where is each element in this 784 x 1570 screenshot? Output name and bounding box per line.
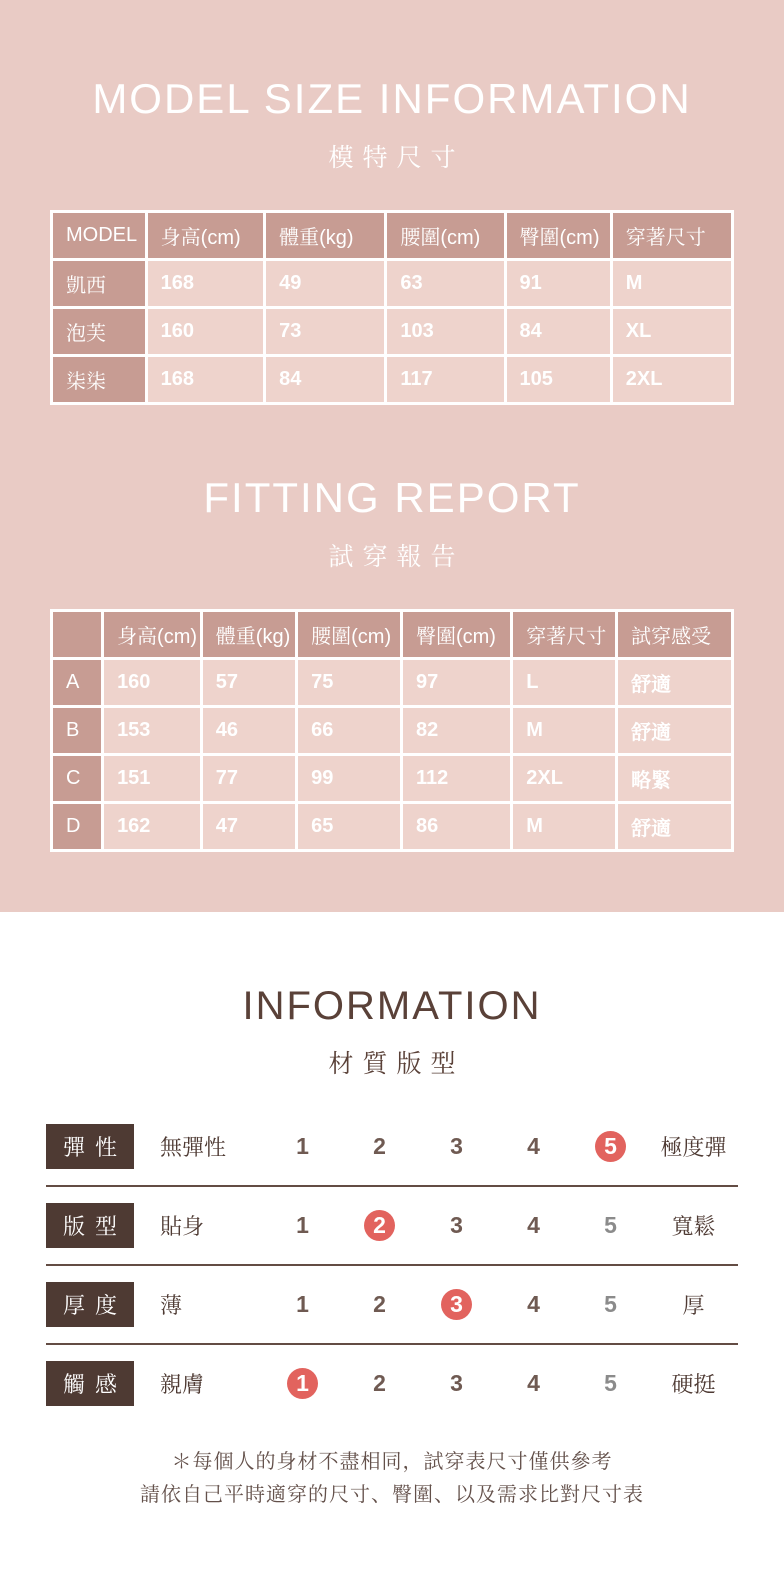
hip-cell: 97: [401, 659, 511, 707]
height-cell: 162: [103, 803, 202, 851]
fitting-report-title: FITTING REPORT: [203, 474, 581, 522]
column-header-height: 身高(cm): [146, 212, 264, 260]
height-cell: 160: [146, 308, 264, 356]
column-header-hip: 臀圍(cm): [401, 611, 511, 659]
model-name-cell: 凱西: [52, 260, 147, 308]
footnote: [0, 1446, 784, 1512]
scale-number: 2: [373, 1370, 386, 1396]
scale-number-box: [341, 1289, 418, 1320]
fitter-id-cell: D: [52, 803, 103, 851]
scale-number: 2: [373, 1291, 386, 1317]
column-header-waist: 腰圍(cm): [386, 212, 505, 260]
hip-cell: 105: [505, 356, 611, 404]
column-header-size: 穿著尺寸: [611, 212, 732, 260]
scale-number: 3: [441, 1289, 472, 1320]
height-cell: 160: [103, 659, 202, 707]
scale-row-touch: [46, 1345, 738, 1422]
column-header-model: MODEL: [52, 212, 147, 260]
hip-cell: 82: [401, 707, 511, 755]
model-size-subtitle: 模特尺寸: [328, 144, 465, 173]
scale-number: 1: [287, 1368, 318, 1399]
model-name-cell: 柒柒: [52, 356, 147, 404]
hip-cell: 112: [401, 755, 511, 803]
scale-number: 3: [450, 1212, 463, 1238]
size-cell: 2XL: [611, 356, 732, 404]
scale-min-label: 無彈性: [160, 1135, 227, 1160]
weight-cell: 46: [201, 707, 296, 755]
scale-badge: 觸感: [46, 1361, 134, 1406]
height-cell: 168: [146, 356, 264, 404]
size-cell: M: [512, 803, 617, 851]
scale-min-label: 薄: [160, 1293, 183, 1318]
model-size-table: [50, 210, 734, 405]
scale-number: 3: [450, 1133, 463, 1159]
scale-number-box: [495, 1368, 572, 1399]
fitting-report-table: [50, 609, 734, 852]
scale-min-label: 親膚: [160, 1372, 205, 1397]
scale-number: 5: [604, 1212, 617, 1238]
table-row: [52, 356, 733, 404]
column-header-size: 穿著尺寸: [512, 611, 617, 659]
scale-number-box: [495, 1210, 572, 1241]
feel-cell: 略緊: [617, 755, 733, 803]
scale-number-box: [418, 1368, 495, 1399]
information-subtitle: 材質版型: [328, 1050, 465, 1078]
waist-cell: 65: [297, 803, 402, 851]
scale-number-box: [264, 1289, 341, 1320]
scale-number: 4: [527, 1212, 540, 1238]
feel-cell: 舒適: [617, 803, 733, 851]
table-row: [52, 659, 733, 707]
weight-cell: 47: [201, 803, 296, 851]
feel-cell: 舒適: [617, 659, 733, 707]
fitting-report-subtitle: 試穿報告: [328, 543, 465, 572]
waist-cell: 63: [386, 260, 505, 308]
fitter-id-cell: B: [52, 707, 103, 755]
hip-cell: 86: [401, 803, 511, 851]
size-cell: M: [512, 707, 617, 755]
scale-number-box: [572, 1289, 649, 1320]
size-cell: L: [512, 659, 617, 707]
column-header-weight: 體重(kg): [265, 212, 386, 260]
scale-number-box: [341, 1210, 418, 1241]
size-cell: XL: [611, 308, 732, 356]
model-size-title: MODEL SIZE INFORMATION: [92, 75, 692, 122]
scale-number-box: [341, 1368, 418, 1399]
scale-max-label: 極度彈: [660, 1135, 727, 1160]
scale-number-box: [495, 1289, 572, 1320]
scale-badge: 彈性: [46, 1124, 134, 1169]
scale-number: 2: [373, 1133, 386, 1159]
scale-number: 2: [364, 1210, 395, 1241]
weight-cell: 84: [265, 356, 386, 404]
weight-cell: 57: [201, 659, 296, 707]
scale-number: 5: [604, 1370, 617, 1396]
scale-max-label: 寬鬆: [671, 1214, 716, 1239]
scale-row-elasticity: [46, 1108, 738, 1185]
scale-number-box: [341, 1131, 418, 1162]
footnote-line: ＊每個人的身材不盡相同，試穿表尺寸僅供參考: [171, 1451, 613, 1473]
column-header-feel: 試穿感受: [617, 611, 733, 659]
scale-min-label: 貼身: [160, 1214, 205, 1239]
column-header-weight: 體重(kg): [201, 611, 296, 659]
scale-number: 3: [450, 1370, 463, 1396]
hip-cell: 84: [505, 308, 611, 356]
information-section: [0, 912, 784, 1512]
scale-row-thickness: [46, 1266, 738, 1343]
column-header-waist: 腰圍(cm): [297, 611, 402, 659]
model-name-cell: 泡芙: [52, 308, 147, 356]
size-cell: M: [611, 260, 732, 308]
scale-badge: 厚度: [46, 1282, 134, 1327]
scale-number-box: [572, 1131, 649, 1162]
height-cell: 151: [103, 755, 202, 803]
scale-number-box: [418, 1210, 495, 1241]
weight-cell: 73: [265, 308, 386, 356]
scale-number: 5: [604, 1291, 617, 1317]
table-header-row: [52, 611, 733, 659]
scale-number: 1: [296, 1291, 309, 1317]
scale-number: 4: [527, 1370, 540, 1396]
scale-number-box: [264, 1131, 341, 1162]
scale-number: 1: [296, 1133, 309, 1159]
rating-scales: [46, 1108, 738, 1422]
table-row: [52, 260, 733, 308]
table-row: [52, 755, 733, 803]
table-header-row: [52, 212, 733, 260]
fitter-id-cell: C: [52, 755, 103, 803]
scale-number: 4: [527, 1291, 540, 1317]
scale-number-box: [418, 1131, 495, 1162]
waist-cell: 117: [386, 356, 505, 404]
scale-number: 5: [595, 1131, 626, 1162]
waist-cell: 99: [297, 755, 402, 803]
scale-numbers: [264, 1210, 649, 1241]
weight-cell: 49: [265, 260, 386, 308]
scale-number-box: [495, 1131, 572, 1162]
scale-row-fit: [46, 1187, 738, 1264]
hip-cell: 91: [505, 260, 611, 308]
scale-numbers: [264, 1131, 649, 1162]
waist-cell: 66: [297, 707, 402, 755]
table-row: [52, 308, 733, 356]
waist-cell: 103: [386, 308, 505, 356]
size-cell: 2XL: [512, 755, 617, 803]
scale-max-label: 硬挺: [671, 1372, 716, 1397]
scale-number-box: [418, 1289, 495, 1320]
scale-numbers: [264, 1289, 649, 1320]
scale-badge: 版型: [46, 1203, 134, 1248]
column-header-hip: 臀圍(cm): [505, 212, 611, 260]
weight-cell: 77: [201, 755, 296, 803]
scale-max-label: 厚: [682, 1293, 705, 1318]
height-cell: 153: [103, 707, 202, 755]
fitter-id-cell: A: [52, 659, 103, 707]
column-header-blank: [52, 611, 103, 659]
scale-number: 1: [296, 1212, 309, 1238]
table-row: [52, 707, 733, 755]
scale-number-box: [572, 1368, 649, 1399]
footnote-line: 請依自己平時適穿的尺寸、臀圍、以及需求比對尺寸表: [140, 1484, 644, 1506]
feel-cell: 舒適: [617, 707, 733, 755]
scale-number-box: [264, 1368, 341, 1399]
information-title: INFORMATION: [242, 984, 542, 1028]
scale-numbers: [264, 1368, 649, 1399]
table-row: [52, 803, 733, 851]
scale-number: 4: [527, 1133, 540, 1159]
scale-number-box: [264, 1210, 341, 1241]
waist-cell: 75: [297, 659, 402, 707]
height-cell: 168: [146, 260, 264, 308]
scale-number-box: [572, 1210, 649, 1241]
column-header-height: 身高(cm): [103, 611, 202, 659]
